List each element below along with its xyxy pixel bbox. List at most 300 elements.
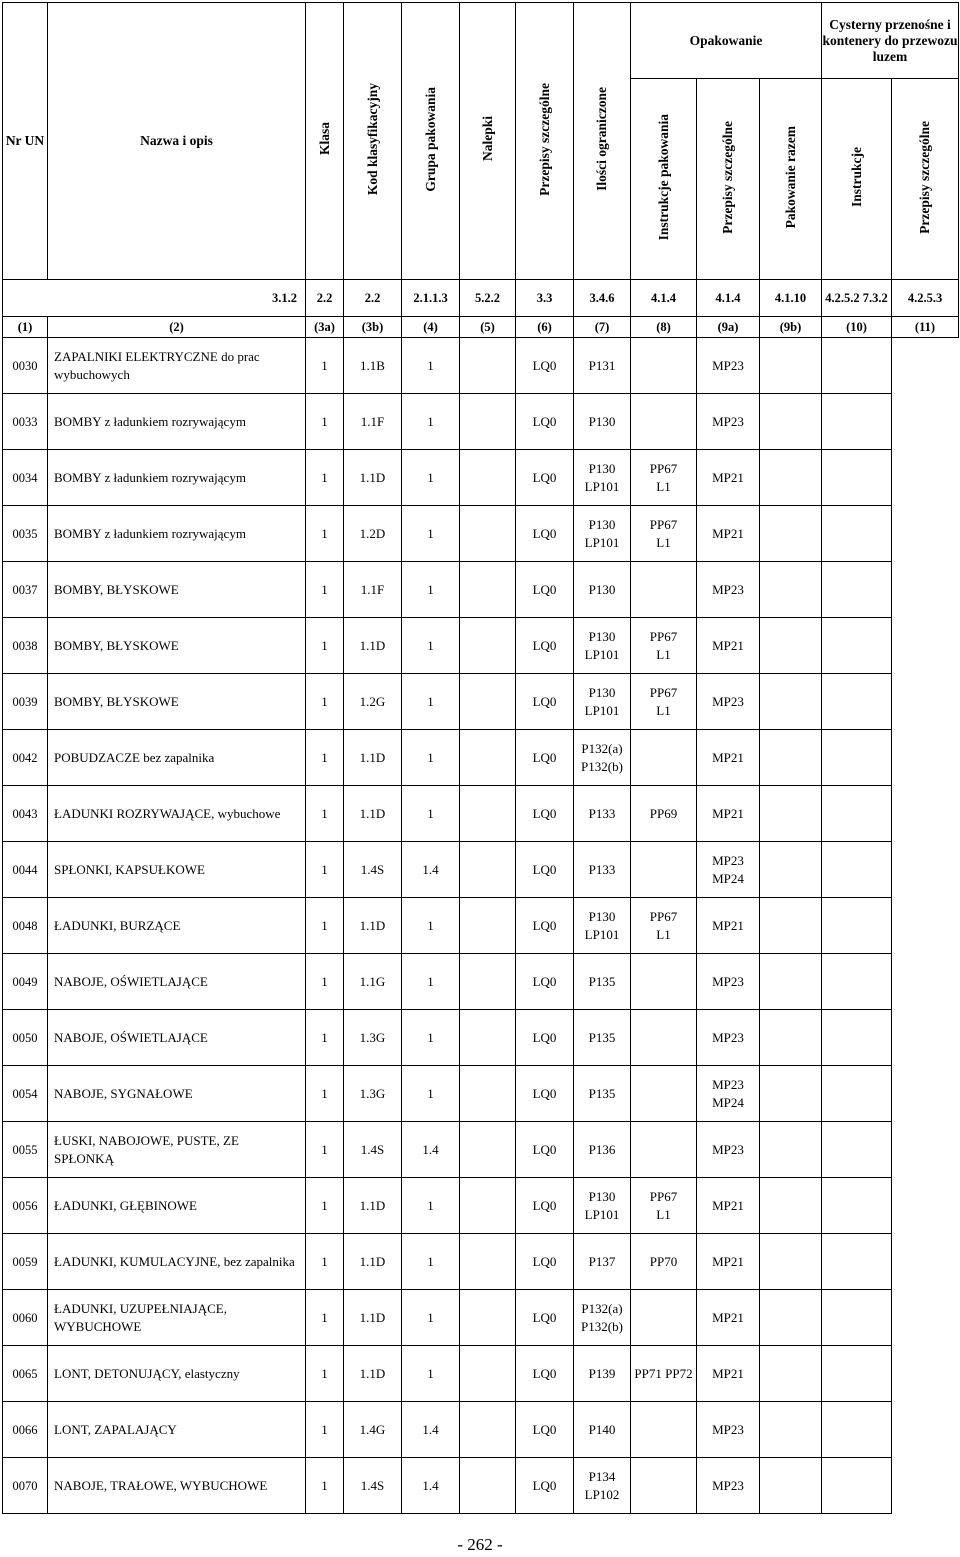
un-number: 0056 — [3, 1178, 48, 1234]
kod-value: 1.1D — [344, 1234, 402, 1290]
nalepki-value: 1 — [402, 674, 460, 730]
przepisy-opakowanie-value — [631, 338, 697, 394]
klasa-value: 1 — [306, 954, 344, 1010]
razem-line: MP23 — [712, 852, 744, 868]
pakowanie-razem-value — [697, 394, 760, 450]
column-number: (3b) — [344, 317, 402, 338]
pakowanie-razem-value — [697, 786, 760, 842]
cysterny-przepisy-value — [822, 954, 892, 1010]
header-ilosci: Ilości ograniczone — [574, 3, 631, 280]
name-description: ŁADUNKI, UZUPEŁNIAJĄCE, WYBUCHOWE — [48, 1290, 306, 1346]
header-kod: Kod klasyfikacyjny — [344, 3, 402, 280]
pakowanie-razem-value — [697, 562, 760, 618]
ilosci-value: LQ0 — [516, 898, 574, 954]
nalepki-value: 1 — [402, 1066, 460, 1122]
table-row — [3, 562, 959, 618]
ref-cell: 4.2.5.2 7.3.2 — [822, 280, 892, 317]
razem-line: MP24 — [712, 870, 744, 886]
razem-line: MP23 — [712, 1029, 744, 1045]
kod-value: 1.2D — [344, 506, 402, 562]
ilosci-value: LQ0 — [516, 1122, 574, 1178]
pakowanie-razem-value — [697, 842, 760, 898]
razem-line: MP21 — [712, 1309, 744, 1325]
instr-line: P130 — [588, 581, 616, 597]
cysterny-instrukcje-value — [760, 674, 822, 730]
name-description: NABOJE, TRAŁOWE, WYBUCHOWE — [48, 1458, 306, 1514]
instrukcje-pakowania-value — [574, 898, 631, 954]
razem-line: MP21 — [712, 469, 744, 485]
table-row — [3, 1010, 959, 1066]
przepisy-value — [460, 506, 516, 562]
instr-line: P137 — [588, 1253, 616, 1269]
cysterny-przepisy-value — [822, 674, 892, 730]
ilosci-value: LQ0 — [516, 1066, 574, 1122]
przepisy-opakowanie-value — [631, 562, 697, 618]
column-number: (3a) — [306, 317, 344, 338]
dangerous-goods-table — [2, 2, 959, 1514]
name-description: BOMBY z ładunkiem rozrywającym — [48, 450, 306, 506]
przepisy-opakowanie-value — [631, 1010, 697, 1066]
cysterny-przepisy-value — [822, 1178, 892, 1234]
pakowanie-razem-value — [697, 1066, 760, 1122]
table-row — [3, 618, 959, 674]
name-description: LONT, ZAPALAJĄCY — [48, 1402, 306, 1458]
column-numbers-row — [3, 317, 959, 338]
un-number: 0054 — [3, 1066, 48, 1122]
przepisy-opakowanie-value — [631, 954, 697, 1010]
ilosci-value: LQ0 — [516, 842, 574, 898]
cysterny-instrukcje-value — [760, 338, 822, 394]
ilosci-value: LQ0 — [516, 394, 574, 450]
pakowanie-razem-value — [697, 450, 760, 506]
un-number: 0059 — [3, 1234, 48, 1290]
nalepki-value: 1 — [402, 338, 460, 394]
instr-line: P139 — [588, 1365, 616, 1381]
przepisy-value — [460, 618, 516, 674]
klasa-value: 1 — [306, 1402, 344, 1458]
pakowanie-razem-value — [697, 338, 760, 394]
cysterny-instrukcje-value — [760, 1010, 822, 1066]
cysterny-instrukcje-value — [760, 898, 822, 954]
klasa-value: 1 — [306, 562, 344, 618]
table-row — [3, 898, 959, 954]
un-number: 0030 — [3, 338, 48, 394]
kod-value: 1.1D — [344, 618, 402, 674]
kod-value: 1.3G — [344, 1010, 402, 1066]
cysterny-instrukcje-value — [760, 450, 822, 506]
cysterny-instrukcje-value — [760, 618, 822, 674]
przep-line: L1 — [656, 702, 671, 718]
instrukcje-pakowania-value — [574, 1458, 631, 1514]
table-row — [3, 506, 959, 562]
przepisy-value — [460, 450, 516, 506]
nalepki-value: 1 — [402, 1234, 460, 1290]
pakowanie-razem-value — [697, 618, 760, 674]
ilosci-value: LQ0 — [516, 1402, 574, 1458]
razem-line: MP21 — [712, 1365, 744, 1381]
pakowanie-razem-value — [697, 1290, 760, 1346]
cysterny-przepisy-value — [822, 1346, 892, 1402]
table-row — [3, 1346, 959, 1402]
header-przepisy-cysterny: Przepisy szczególne — [892, 79, 959, 280]
ilosci-value: LQ0 — [516, 1290, 574, 1346]
przepisy-opakowanie-value — [631, 1290, 697, 1346]
kod-value: 1.1F — [344, 394, 402, 450]
ref-cell: 3.3 — [516, 280, 574, 317]
cysterny-przepisy-value — [822, 562, 892, 618]
nalepki-value: 1.4 — [402, 1122, 460, 1178]
nalepki-value: 1.4 — [402, 842, 460, 898]
instr-line: P130 — [588, 460, 616, 476]
instr-line: P133 — [588, 861, 616, 877]
przepisy-value — [460, 1178, 516, 1234]
un-number: 0035 — [3, 506, 48, 562]
cysterny-instrukcje-value — [760, 786, 822, 842]
pakowanie-razem-value — [697, 1178, 760, 1234]
razem-line: MP21 — [712, 917, 744, 933]
przep-line: PP70 — [649, 1253, 678, 1269]
przep-line: L1 — [656, 926, 671, 942]
header-przepisy-opakowanie: Przepisy szczególne — [697, 79, 760, 280]
instrukcje-pakowania-value — [574, 1346, 631, 1402]
table-row — [3, 786, 959, 842]
ref-cell: 2.1.1.3 — [402, 280, 460, 317]
cysterny-instrukcje-value — [760, 394, 822, 450]
przep-line: PP67 — [649, 908, 678, 924]
cysterny-przepisy-value — [822, 1234, 892, 1290]
pakowanie-razem-value — [697, 730, 760, 786]
cysterny-przepisy-value — [822, 1458, 892, 1514]
ref-cell: 3.4.6 — [574, 280, 631, 317]
un-number: 0055 — [3, 1122, 48, 1178]
header-przepisy: Przepisy szczególne — [516, 3, 574, 280]
przepisy-opakowanie-value — [631, 1234, 697, 1290]
pakowanie-razem-value — [697, 898, 760, 954]
cysterny-przepisy-value — [822, 618, 892, 674]
table-row — [3, 1122, 959, 1178]
cysterny-przepisy-value — [822, 394, 892, 450]
ref-cell: 5.2.2 — [460, 280, 516, 317]
nalepki-value: 1 — [402, 954, 460, 1010]
instrukcje-pakowania-value — [574, 1290, 631, 1346]
przepisy-value — [460, 1010, 516, 1066]
przepisy-opakowanie-value — [631, 1458, 697, 1514]
kod-value: 1.1D — [344, 450, 402, 506]
pakowanie-razem-value — [697, 1402, 760, 1458]
pakowanie-razem-value — [697, 506, 760, 562]
table-row — [3, 450, 959, 506]
instrukcje-pakowania-value — [574, 1066, 631, 1122]
ref-cell: 3.1.2 — [3, 280, 306, 317]
instrukcje-pakowania-value — [574, 1010, 631, 1066]
razem-line: MP24 — [712, 1094, 744, 1110]
name-description: ŁADUNKI ROZRYWAJĄCE, wybuchowe — [48, 786, 306, 842]
przepisy-value — [460, 1234, 516, 1290]
instr-line: P130 — [588, 516, 616, 532]
kod-value: 1.1D — [344, 1178, 402, 1234]
table-row — [3, 338, 959, 394]
table-row — [3, 954, 959, 1010]
un-number: 0060 — [3, 1290, 48, 1346]
przepisy-value — [460, 338, 516, 394]
nalepki-value: 1 — [402, 1290, 460, 1346]
kod-value: 1.4G — [344, 1402, 402, 1458]
ilosci-value: LQ0 — [516, 506, 574, 562]
name-description: SPŁONKI, KAPSUŁKOWE — [48, 842, 306, 898]
cysterny-przepisy-value — [822, 1010, 892, 1066]
table-row — [3, 1066, 959, 1122]
name-description: ZAPALNIKI ELEKTRYCZNE do prac wybuchowych — [48, 338, 306, 394]
razem-line: MP23 — [712, 1141, 744, 1157]
name-description: POBUDZACZE bez zapalnika — [48, 730, 306, 786]
column-number: (6) — [516, 317, 574, 338]
instr-line: P130 — [588, 684, 616, 700]
table-row — [3, 674, 959, 730]
cysterny-instrukcje-value — [760, 842, 822, 898]
name-description: BOMBY, BŁYSKOWE — [48, 674, 306, 730]
name-description: NABOJE, OŚWIETLAJĄCE — [48, 954, 306, 1010]
razem-line: MP21 — [712, 525, 744, 541]
instrukcje-pakowania-value — [574, 842, 631, 898]
instrukcje-pakowania-value — [574, 450, 631, 506]
nalepki-value: 1 — [402, 1346, 460, 1402]
przepisy-value — [460, 1290, 516, 1346]
pakowanie-razem-value — [697, 1122, 760, 1178]
razem-line: MP23 — [712, 413, 744, 429]
nalepki-value: 1 — [402, 394, 460, 450]
klasa-value: 1 — [306, 394, 344, 450]
column-number: (11) — [892, 317, 959, 338]
un-number: 0033 — [3, 394, 48, 450]
table-row — [3, 394, 959, 450]
name-description: NABOJE, SYGNAŁOWE — [48, 1066, 306, 1122]
instrukcje-pakowania-value — [574, 730, 631, 786]
cysterny-instrukcje-value — [760, 1290, 822, 1346]
nalepki-value: 1 — [402, 562, 460, 618]
cysterny-instrukcje-value — [760, 954, 822, 1010]
pakowanie-razem-value — [697, 674, 760, 730]
name-description: ŁADUNKI, BURZĄCE — [48, 898, 306, 954]
klasa-value: 1 — [306, 730, 344, 786]
nalepki-value: 1 — [402, 1178, 460, 1234]
un-number: 0049 — [3, 954, 48, 1010]
przep-line: PP67 — [649, 516, 678, 532]
razem-line: MP21 — [712, 1253, 744, 1269]
klasa-value: 1 — [306, 1346, 344, 1402]
przepisy-opakowanie-value — [631, 394, 697, 450]
name-description: ŁUSKI, NABOJOWE, PUSTE, ZE SPŁONKĄ — [48, 1122, 306, 1178]
instrukcje-pakowania-value — [574, 618, 631, 674]
przepisy-value — [460, 562, 516, 618]
razem-line: MP21 — [712, 1197, 744, 1213]
instr-line: LP102 — [584, 1486, 620, 1502]
instr-line: LP101 — [584, 1206, 620, 1222]
cysterny-instrukcje-value — [760, 506, 822, 562]
column-number: (4) — [402, 317, 460, 338]
name-description: ŁADUNKI, KUMULACYJNE, bez zapalnika — [48, 1234, 306, 1290]
header-nr-un: Nr UN — [3, 3, 48, 280]
razem-line: MP23 — [712, 1421, 744, 1437]
klasa-value: 1 — [306, 1234, 344, 1290]
column-number: (10) — [822, 317, 892, 338]
instr-line: P130 — [588, 1188, 616, 1204]
przepisy-opakowanie-value — [631, 786, 697, 842]
razem-line: MP21 — [712, 805, 744, 821]
przep-line: L1 — [656, 534, 671, 550]
ref-cell: 2.2 — [306, 280, 344, 317]
kod-value: 1.1G — [344, 954, 402, 1010]
cysterny-instrukcje-value — [760, 1458, 822, 1514]
przepisy-opakowanie-value — [631, 618, 697, 674]
instr-line: P133 — [588, 805, 616, 821]
nalepki-value: 1 — [402, 786, 460, 842]
razem-line: MP23 — [712, 357, 744, 373]
cysterny-przepisy-value — [822, 338, 892, 394]
column-number: (8) — [631, 317, 697, 338]
header-nazwa: Nazwa i opis — [48, 3, 306, 280]
kod-value: 1.1D — [344, 1346, 402, 1402]
header-nalepki: Nalepki — [460, 3, 516, 280]
header-grupa: Grupa pakowania — [402, 3, 460, 280]
ref-cell: 4.1.10 — [760, 280, 822, 317]
instr-line: LP101 — [584, 478, 620, 494]
przep-line: L1 — [656, 646, 671, 662]
table-row — [3, 1178, 959, 1234]
przepisy-value — [460, 1402, 516, 1458]
un-number: 0044 — [3, 842, 48, 898]
cysterny-przepisy-value — [822, 730, 892, 786]
ilosci-value: LQ0 — [516, 674, 574, 730]
instr-line: P130 — [588, 628, 616, 644]
cysterny-przepisy-value — [822, 1402, 892, 1458]
nalepki-value: 1 — [402, 898, 460, 954]
kod-value: 1.4S — [344, 1122, 402, 1178]
kod-value: 1.4S — [344, 1458, 402, 1514]
column-number: (1) — [3, 317, 48, 338]
table-row — [3, 730, 959, 786]
przepisy-value — [460, 1066, 516, 1122]
cysterny-przepisy-value — [822, 786, 892, 842]
razem-line: MP23 — [712, 693, 744, 709]
cysterny-przepisy-value — [822, 506, 892, 562]
przepisy-opakowanie-value — [631, 1178, 697, 1234]
klasa-value: 1 — [306, 674, 344, 730]
ilosci-value: LQ0 — [516, 450, 574, 506]
table-row — [3, 1402, 959, 1458]
razem-line: MP23 — [712, 1477, 744, 1493]
przepisy-value — [460, 1458, 516, 1514]
instr-line: LP101 — [584, 534, 620, 550]
przep-line: PP67 — [649, 460, 678, 476]
column-number: (9b) — [760, 317, 822, 338]
przepisy-opakowanie-value — [631, 1122, 697, 1178]
cysterny-instrukcje-value — [760, 730, 822, 786]
un-number: 0038 — [3, 618, 48, 674]
un-number: 0039 — [3, 674, 48, 730]
instrukcje-pakowania-value — [574, 1122, 631, 1178]
name-description: BOMBY, BŁYSKOWE — [48, 562, 306, 618]
pakowanie-razem-value — [697, 1458, 760, 1514]
name-description: BOMBY, BŁYSKOWE — [48, 618, 306, 674]
header-instrukcje-pakowania: Instrukcje pakowania — [631, 79, 697, 280]
cysterny-instrukcje-value — [760, 1402, 822, 1458]
przepisy-value — [460, 674, 516, 730]
instrukcje-pakowania-value — [574, 506, 631, 562]
ref-cell: 2.2 — [344, 280, 402, 317]
klasa-value: 1 — [306, 1178, 344, 1234]
instr-line: P131 — [588, 357, 616, 373]
header-cysterny: Cysterny przenośne i kontenery do przewozu luzem — [822, 3, 959, 79]
kod-value: 1.1F — [344, 562, 402, 618]
przepisy-value — [460, 394, 516, 450]
header-instrukcje: Instrukcje — [822, 79, 892, 280]
przepisy-opakowanie-value — [631, 1346, 697, 1402]
header-pakowanie-razem: Pakowanie razem — [760, 79, 822, 280]
un-number: 0043 — [3, 786, 48, 842]
table-row — [3, 1458, 959, 1514]
przepisy-value — [460, 898, 516, 954]
przepisy-value — [460, 786, 516, 842]
cysterny-przepisy-value — [822, 450, 892, 506]
kod-value: 1.1D — [344, 730, 402, 786]
klasa-value: 1 — [306, 506, 344, 562]
przepisy-opakowanie-value — [631, 674, 697, 730]
przepisy-value — [460, 1122, 516, 1178]
instrukcje-pakowania-value — [574, 674, 631, 730]
instrukcje-pakowania-value — [574, 954, 631, 1010]
instrukcje-pakowania-value — [574, 1178, 631, 1234]
przepisy-opakowanie-value — [631, 898, 697, 954]
kod-value: 1.1D — [344, 1290, 402, 1346]
column-number: (5) — [460, 317, 516, 338]
razem-line: MP23 — [712, 973, 744, 989]
cysterny-instrukcje-value — [760, 562, 822, 618]
header-klasa: Klasa — [306, 3, 344, 280]
klasa-value: 1 — [306, 1066, 344, 1122]
cysterny-instrukcje-value — [760, 1234, 822, 1290]
przep-line: PP71 PP72 — [634, 1365, 693, 1381]
nalepki-value: 1 — [402, 450, 460, 506]
header-opakowanie: Opakowanie — [631, 3, 822, 79]
instr-line: P132(a) — [581, 1300, 623, 1316]
name-description: LONT, DETONUJĄCY, elastyczny — [48, 1346, 306, 1402]
cysterny-instrukcje-value — [760, 1122, 822, 1178]
kod-value: 1.4S — [344, 842, 402, 898]
klasa-value: 1 — [306, 898, 344, 954]
nalepki-value: 1 — [402, 1010, 460, 1066]
ilosci-value: LQ0 — [516, 730, 574, 786]
pakowanie-razem-value — [697, 1010, 760, 1066]
instr-line: P136 — [588, 1141, 616, 1157]
un-number: 0070 — [3, 1458, 48, 1514]
klasa-value: 1 — [306, 1122, 344, 1178]
klasa-value: 1 — [306, 1010, 344, 1066]
cysterny-przepisy-value — [822, 1290, 892, 1346]
cysterny-instrukcje-value — [760, 1178, 822, 1234]
klasa-value: 1 — [306, 1458, 344, 1514]
przepisy-opakowanie-value — [631, 1066, 697, 1122]
ref-cell: 4.1.4 — [697, 280, 760, 317]
instr-line: P135 — [588, 973, 616, 989]
przep-line: PP67 — [649, 628, 678, 644]
ilosci-value: LQ0 — [516, 1458, 574, 1514]
name-description: BOMBY z ładunkiem rozrywającym — [48, 394, 306, 450]
cysterny-instrukcje-value — [760, 1346, 822, 1402]
instr-line: P140 — [588, 1421, 616, 1437]
cysterny-przepisy-value — [822, 898, 892, 954]
instrukcje-pakowania-value — [574, 338, 631, 394]
przepisy-opakowanie-value — [631, 506, 697, 562]
